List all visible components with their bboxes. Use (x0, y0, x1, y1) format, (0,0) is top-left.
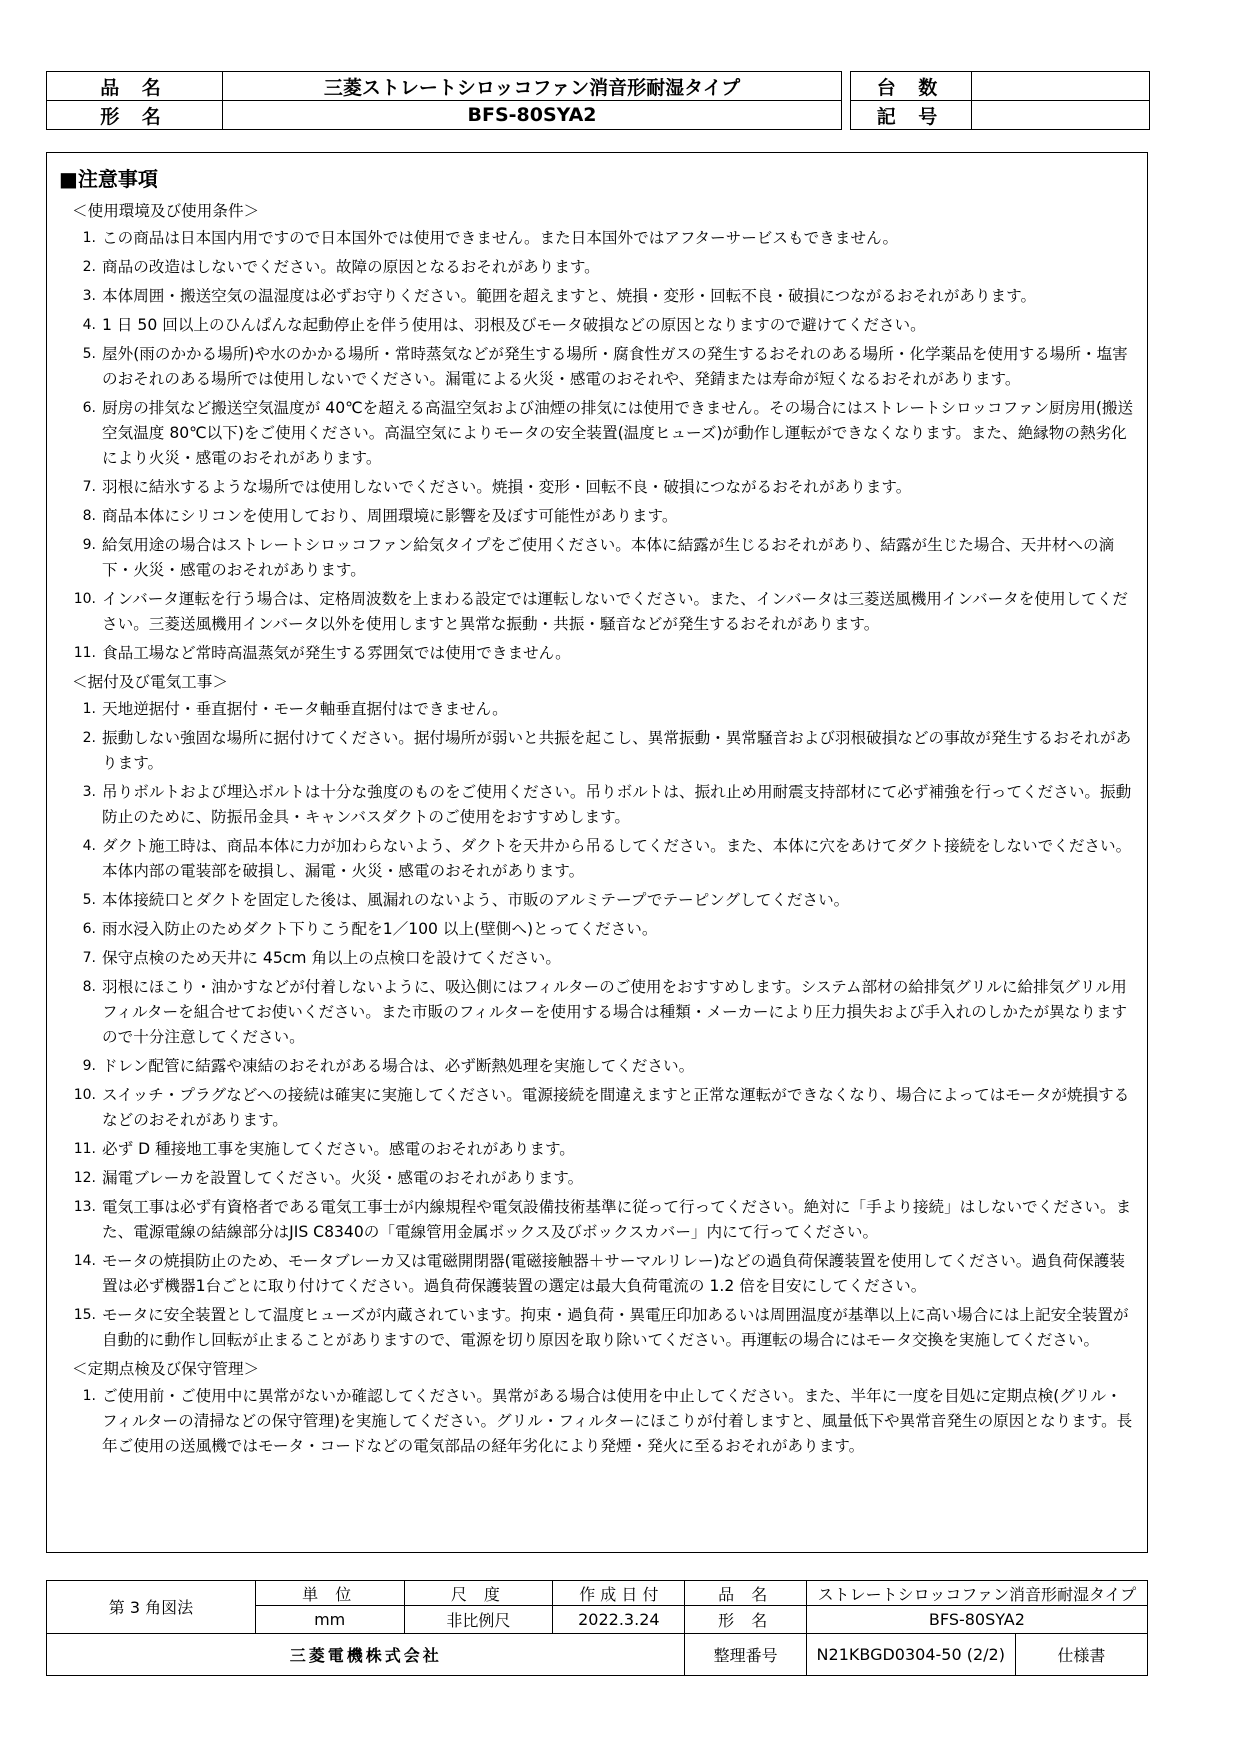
note-text: 食品工場など常時高温蒸気が発生する雰囲気では使用できません。 (102, 644, 571, 662)
note-item (72, 1054, 1137, 1079)
note-number: 10. (73, 591, 96, 607)
note-item (72, 396, 1137, 471)
note-number: 2. (82, 259, 96, 275)
note-number: 7. (82, 479, 96, 495)
note-number: 3. (82, 288, 96, 304)
note-number: 11. (73, 1141, 96, 1157)
note-number: 7. (82, 950, 96, 966)
note-text: 天地逆据付・垂直据付・モータ軸垂直据付はできません。 (102, 700, 508, 718)
note-item (72, 726, 1137, 776)
note-item (72, 255, 1137, 280)
note-item (72, 313, 1137, 338)
note-text: 電気工事は必ず有資格者である電気工事士が内線規程や電気設備技術基準に従って行ってください。絶対に「手より接続」はしないでください。また、電源電線の結線部分はJIS C8340の「電線管用金属ボックス及びボックスカバー」内にて行ってください。 (102, 1198, 1132, 1241)
note-item (72, 1083, 1137, 1133)
note-item (72, 1166, 1137, 1191)
note-item (72, 946, 1137, 971)
note-text: 漏電ブレーカを設置してください。火災・感電のおそれがあります。 (102, 1169, 584, 1187)
notes-title: ■注意事項 (59, 167, 158, 191)
scale-label: 尺 度 (404, 1581, 553, 1606)
note-text: モータに安全装置として温度ヒューズが内蔵されています。拘束・過負荷・異電圧印加あるいは周囲温度が基準以上に高い場合には上記安全装置が自動的に動作し回転が止まることがありますので、電源を切り原因を取り除いてください。再運転の場合にはモータ交換を実施してください。 (102, 1306, 1129, 1349)
unit-label: 単 位 (255, 1581, 404, 1606)
unit-value: mm (255, 1606, 404, 1633)
reference-label: 整理番号 (685, 1633, 806, 1675)
note-item (72, 917, 1137, 942)
note-text: ご使用前・ご使用中に異常がないか確認してください。異常がある場合は使用を中止してください。また、半年に一度を目処に定期点検(グリル・フィルターの清掃などの保守管理)を実施してください。グリル・フィルターにほこりが付着しますと、風量低下や異常音発生の原因となります。長年ご使用の送風機ではモータ・コードなどの電気部品の経年劣化により発煙・発火に至るおそれがあります。 (102, 1387, 1133, 1455)
note-number: 4. (82, 838, 96, 854)
note-item (72, 504, 1137, 529)
note-item (72, 226, 1137, 251)
note-text: ダクト施工時は、商品本体に力が加わらないよう、ダクトを天井から吊るしてください。また、本体に穴をあけてダクト接続をしないでください。本体内部の電装部を破損し、漏電・火災・感電のおそれがあります。 (102, 837, 1132, 880)
note-number: 12. (73, 1170, 96, 1186)
note-item (72, 641, 1137, 666)
note-text: 商品の改造はしないでください。故障の原因となるおそれがあります。 (102, 258, 600, 276)
note-number: 11. (73, 645, 96, 661)
note-number: 3. (82, 784, 96, 800)
note-item (72, 834, 1137, 884)
product-name-value: 三菱ストレートシロッコファン消音形耐湿タイプ (223, 72, 842, 101)
note-item (72, 975, 1137, 1050)
note-number: 2. (82, 730, 96, 746)
section-heading: ＜据付及び電気工事＞ (72, 673, 228, 691)
note-item (72, 780, 1137, 830)
note-text: 吊りボルトおよび埋込ボルトは十分な強度のものをご使用ください。吊りボルトは、振れ止め用耐震支持部材にて必ず補強を行ってください。振動防止のために、防振吊金具・キャンバスダクトのご使用をおすすめします。 (102, 783, 1132, 826)
note-text: 本体接続口とダクトを固定した後は、風漏れのないよう、市販のアルミテープでテーピングしてください。 (102, 891, 850, 909)
note-text: 商品本体にシリコンを使用しており、周囲環境に影響を及ぼす可能性があります。 (102, 507, 678, 525)
note-text: 雨水浸入防止のためダクト下りこう配を1／100 以上(壁側へ)とってください。 (102, 920, 658, 938)
footer-table (46, 1580, 1148, 1676)
note-text: 必ず D 種接地工事を実施してください。感電のおそれがあります。 (102, 1140, 575, 1158)
projection-method: 第 3 角図法 (47, 1581, 256, 1634)
note-number: 9. (82, 537, 96, 553)
note-number: 5. (82, 892, 96, 908)
note-number: 9. (82, 1058, 96, 1074)
note-item (72, 1195, 1137, 1245)
date-label: 作 成 日 付 (553, 1581, 685, 1606)
note-text: 保守点検のため天井に 45cm 角以上の点検口を設けてください。 (102, 949, 561, 967)
note-item (72, 587, 1137, 637)
note-item (72, 1303, 1137, 1353)
note-text: 屋外(雨のかかる場所)や水のかかる場所・常時蒸気などが発生する場所・腐食性ガスの発生するおそれのある場所・化学薬品を使用する場所・塩害のおそれのある場所では使用しないでください。漏電による火災・感電のおそれや、発錆または寿命が短くなるおそれがあります。 (102, 345, 1128, 388)
note-text: 本体周囲・搬送空気の温湿度は必ずお守りください。範囲を超えますと、焼損・変形・回転不良・破損につながるおそれがあります。 (102, 287, 1037, 305)
note-item (72, 1249, 1137, 1299)
note-text: この商品は日本国内用ですので日本国外では使用できません。また日本国外ではアフターサービスもできません。 (102, 229, 899, 247)
header-table (46, 71, 842, 130)
note-number: 1. (82, 1388, 96, 1404)
note-text: 厨房の排気など搬送空気温度が 40℃を超える高温空気および油煙の排気には使用できません。その場合にはストレートシロッコファン厨房用(搬送空気温度 80℃以下)をご使用ください。高温空気によりモータの安全装置(温度ヒューズ)が動作し運転ができなくなります。また、絶縁物の熱劣化により火災・感電のおそれがあります。 (102, 399, 1134, 467)
scale-value: 非比例尺 (404, 1606, 553, 1633)
note-item (72, 533, 1137, 583)
note-text: 振動しない強固な場所に据付けてください。据付場所が弱いと共振を起こし、異常振動・異常騒音および羽根破損などの事故が発生するおそれがあります。 (102, 729, 1132, 772)
note-item (72, 1137, 1137, 1162)
note-number: 1. (82, 701, 96, 717)
footer-model-value: BFS-80SYA2 (806, 1606, 1147, 1633)
note-text: ドレン配管に結露や凍結のおそれがある場合は、必ず断熱処理を実施してください。 (102, 1057, 695, 1075)
note-text: 1 日 50 回以上のひんぱんな起動停止を伴う使用は、羽根及びモータ破損などの原因となりますので避けてください。 (102, 316, 926, 334)
section-heading: ＜定期点検及び保守管理＞ (72, 1360, 260, 1378)
header-side-table (850, 71, 1150, 130)
note-item (72, 475, 1137, 500)
note-text: 羽根に結氷するような場所では使用しないでください。焼損・変形・回転不良・破損につながるおそれがあります。 (102, 478, 912, 496)
symbol-label: 記 号 (851, 101, 972, 130)
note-item (72, 342, 1137, 392)
product-name-label: 品 名 (47, 72, 223, 101)
symbol-value (972, 101, 1150, 130)
footer-product-label: 品 名 (685, 1581, 806, 1606)
notes-box (46, 152, 1148, 1553)
note-item (72, 888, 1137, 913)
note-text: スイッチ・プラグなどへの接続は確実に実施してください。電源接続を間違えますと正常な運転ができなくなり、場合によってはモータが焼損するなどのおそれがあります。 (102, 1086, 1130, 1129)
note-number: 5. (82, 346, 96, 362)
footer-product-value: ストレートシロッコファン消音形耐湿タイプ (806, 1581, 1147, 1606)
note-number: 8. (82, 508, 96, 524)
section-heading: ＜使用環境及び使用条件＞ (72, 202, 260, 220)
note-text: モータの焼損防止のため、モータブレーカ又は電磁開閉器(電磁接触器＋サーマルリレー)などの過負荷保護装置を使用してください。過負荷保護装置は必ず機器1台ごとに取り付けてください。過負荷保護装置の選定は最大負荷電流の 1.2 倍を目安にしてください。 (102, 1252, 1125, 1295)
note-number: 14. (73, 1253, 96, 1269)
quantity-value (972, 72, 1150, 101)
quantity-label: 台 数 (851, 72, 972, 101)
company-name: 三菱電機株式会社 (47, 1633, 685, 1675)
note-number: 8. (82, 979, 96, 995)
note-number: 13. (73, 1199, 96, 1215)
note-number: 15. (73, 1307, 96, 1323)
note-number: 4. (82, 317, 96, 333)
reference-number: N21KBGD0304-50 (2/2) (806, 1633, 1015, 1675)
notes-body (72, 199, 1137, 1463)
note-text: 羽根にほこり・油かすなどが付着しないように、吸込側にはフィルターのご使用をおすすめします。システム部材の給排気グリルに給排気グリル用フィルターを組合せてお使いください。また市販のフィルターを使用する場合は種類・メーカーにより圧力損失および手入れのしかたが異なりますので十分注意してください。 (102, 978, 1128, 1046)
note-number: 1. (82, 230, 96, 246)
note-number: 6. (82, 921, 96, 937)
note-item (72, 697, 1137, 722)
date-value: 2022.3.24 (553, 1606, 685, 1633)
note-item (72, 1384, 1137, 1459)
model-label: 形 名 (47, 101, 223, 130)
note-number: 10. (73, 1087, 96, 1103)
note-text: 給気用途の場合はストレートシロッコファン給気タイプをご使用ください。本体に結露が生じるおそれがあり、結露が生じた場合、天井材への滴下・火災・感電のおそれがあります。 (102, 536, 1115, 579)
note-number: 6. (82, 400, 96, 416)
footer-model-label: 形 名 (685, 1606, 806, 1633)
model-value: BFS-80SYA2 (223, 101, 842, 130)
note-text: インバータ運転を行う場合は、定格周波数を上まわる設定では運転しないでください。また、インバータは三菱送風機用インバータを使用してください。三菱送風機用インバータ以外を使用しますと異常な振動・共振・騒音などが発生するおそれがあります。 (102, 590, 1128, 633)
note-item (72, 284, 1137, 309)
document-type: 仕様書 (1015, 1633, 1147, 1675)
